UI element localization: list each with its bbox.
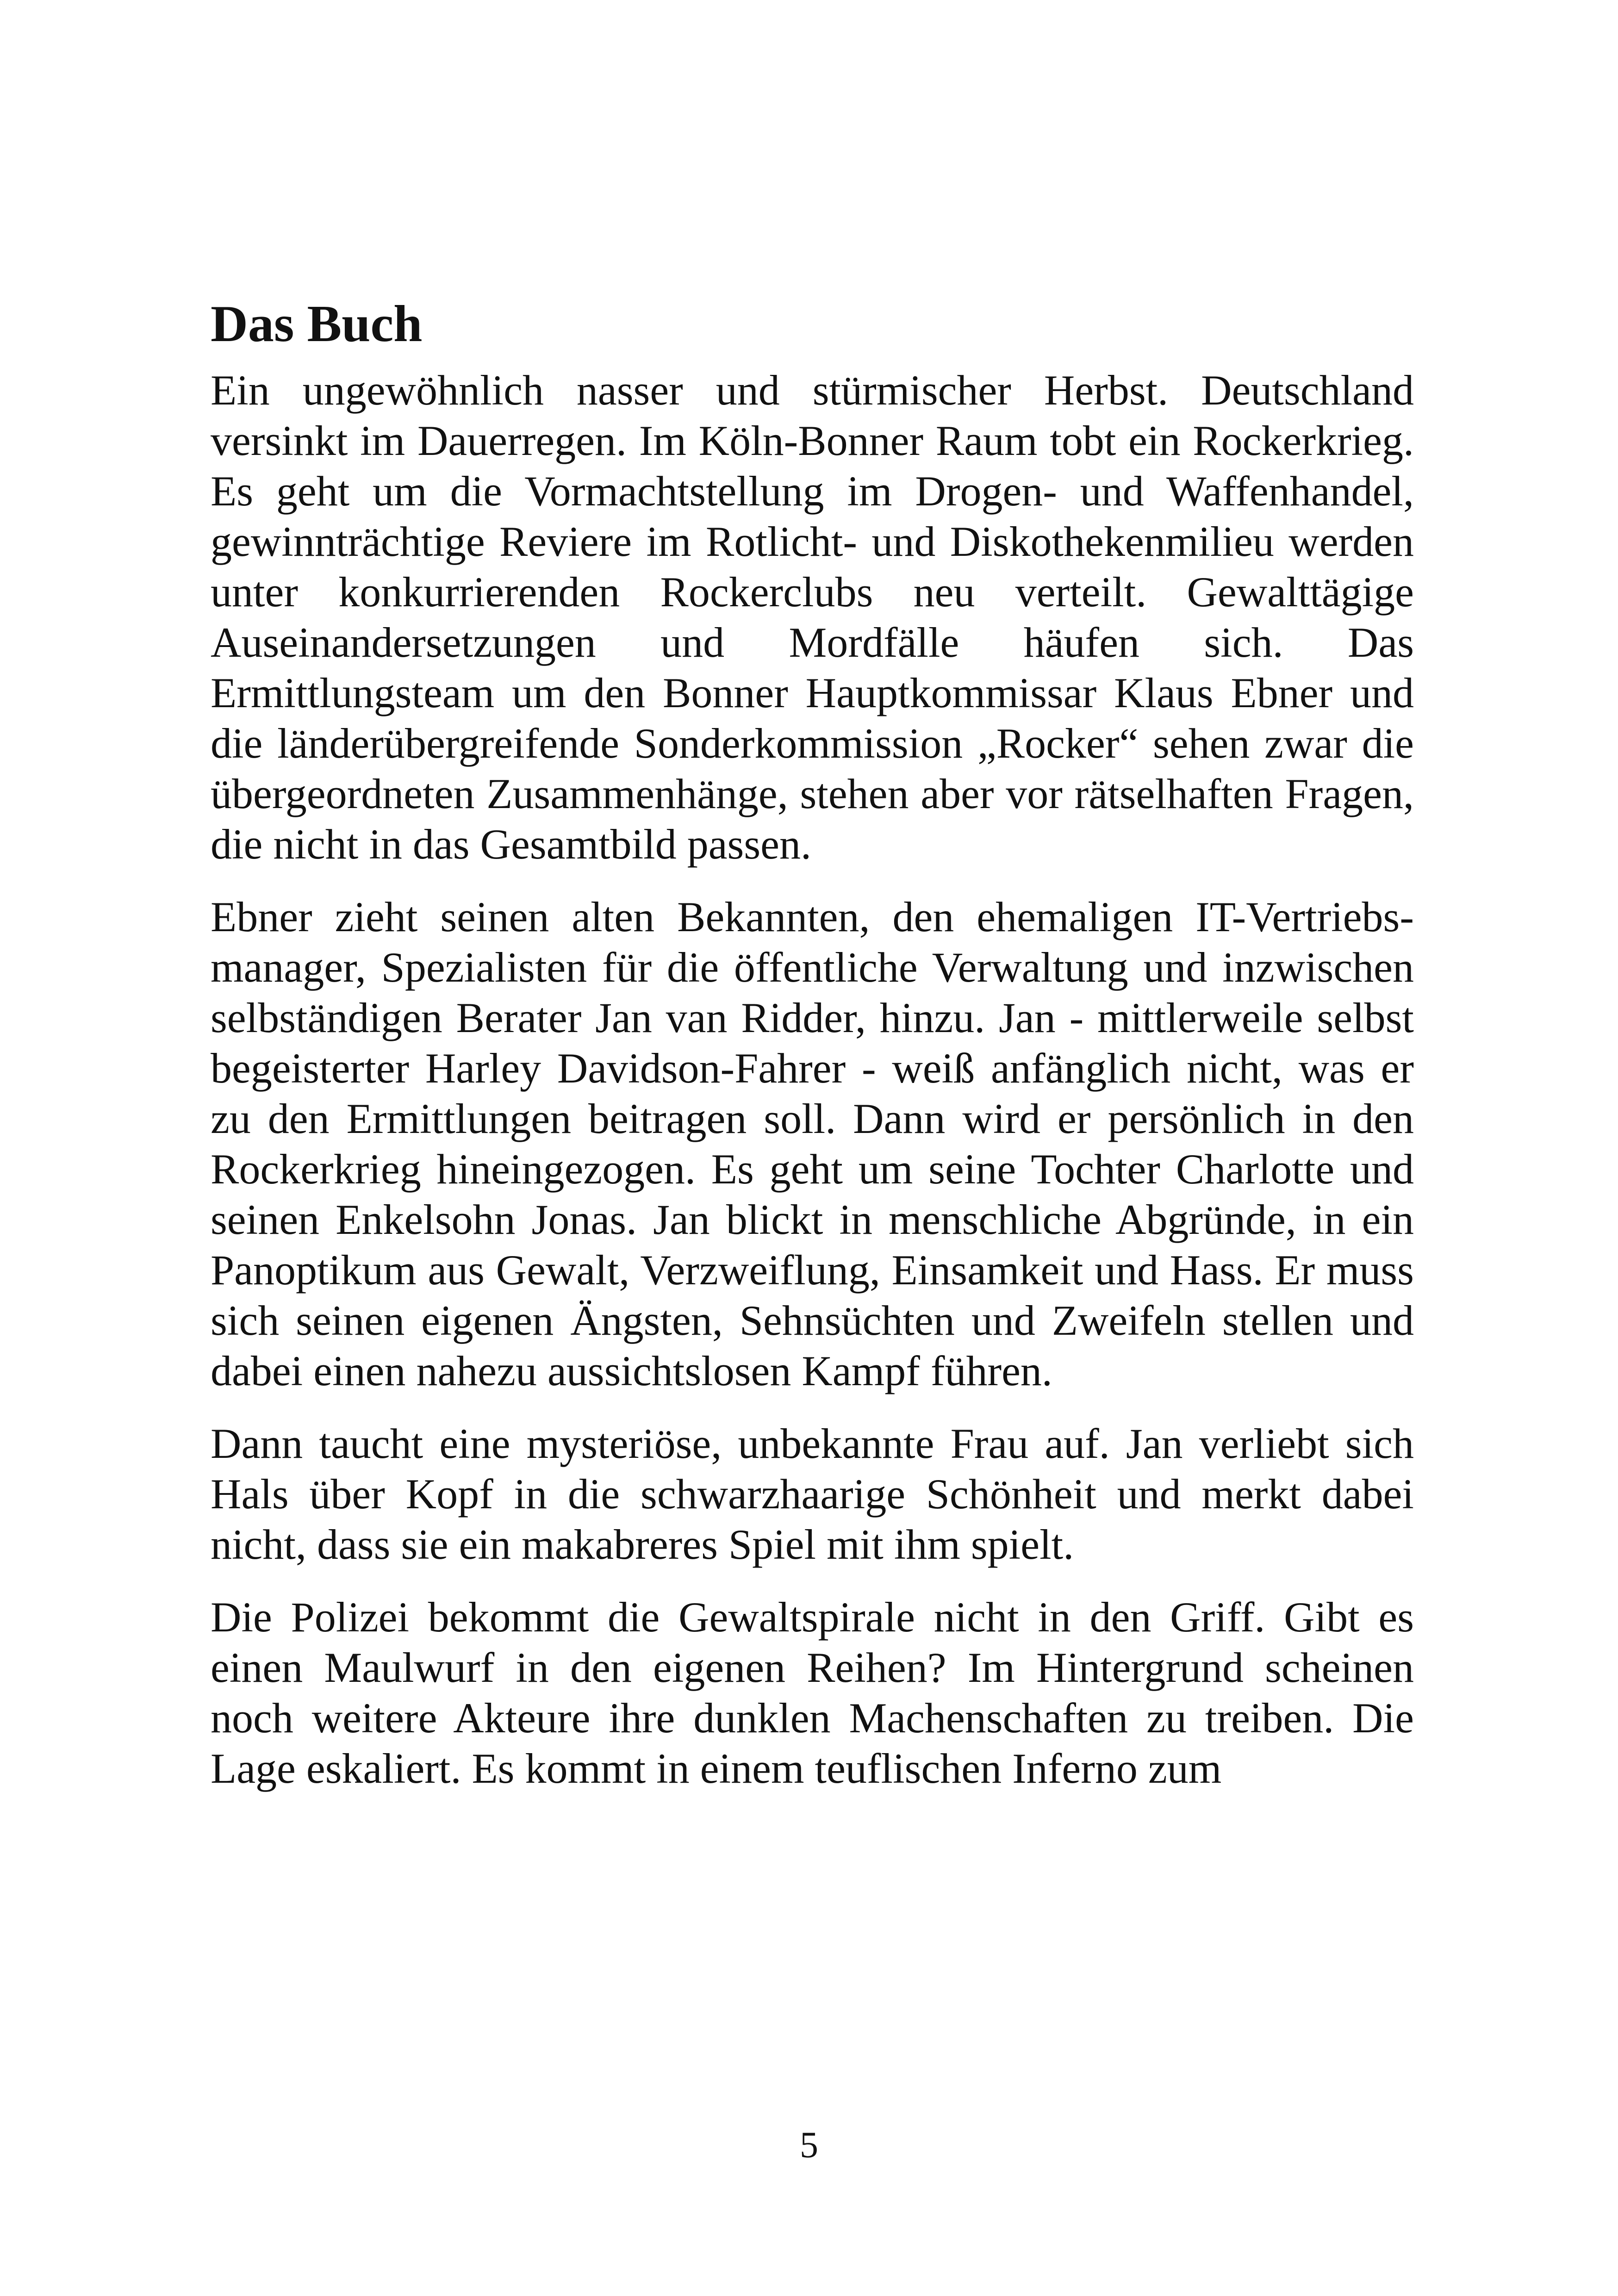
paragraph-4: Die Polizei bekommt die Gewaltspirale nicht in den Griff. Gibt es einen Maulwurf in den eigenen Reihen? Im Hintergrund scheinen noch weitere Akteure ihre dunklen Machenschaften zu treiben. Die Lage eskaliert. Es kommt in einem teuflischen Inferno zum (211, 1593, 1414, 1792)
paragraph-2: Ebner zieht seinen alten Bekannten, den ehemaligen IT-Vertriebsmanager, Spezialisten für die öffentliche Verwaltung und inzwischen selbständigen Berater Jan van Ridder, hinzu. Jan - mittlerweile selbst begeisterter Harley Davidson-Fahrer - weiß anfänglich nicht, was er zu den Ermittlungen beitragen soll. Dann wird er persönlich in den Rockerkrieg hineingezogen. Es geht um seine Tochter Charlotte und seinen Enkelsohn Jonas. Jan blickt in menschliche Abgründe, in ein Panoptikum aus Gewalt, Verzweiflung, Einsamkeit und Hass. Er muss sich seinen eigenen Ängsten, Sehnsüchten und Zweifeln stellen und dabei einen nahezu aussichtslosen Kampf führen. (211, 893, 1414, 1394)
page-heading: Das Buch (211, 295, 423, 353)
text-block (211, 289, 1414, 1794)
paragraph-3: Dann taucht eine mysteriöse, unbekannte Frau auf. Jan verliebt sich Hals über Kopf in die schwarzhaarige Schönheit und merkt dabei nicht, dass sie ein makabreres Spiel mit ihm spielt. (211, 1420, 1414, 1568)
paragraph-1: Ein ungewöhnlich nasser und stürmischer Herbst. Deutschland versinkt im Dauerregen. Im Köln-Bonner Raum tobt ein Rockerkrieg. Es geht um die Vormachtstellung im Drogen- und Waffenhandel, gewinnträchtige Reviere im Rotlicht- und Diskothekenmilieu werden unter konkurrierenden Rockerclubs neu verteilt. Gewalttägige Auseinandersetzungen und Mordfälle häufen sich. Das Ermittlungsteam um den Bonner Hauptkommissar Klaus Ebner und die länderübergreifende Sonderkommission „Rocker“ sehen zwar die übergeordneten Zusammenhänge, stehen aber vor rätselhaften Fragen, die nicht in das Gesamtbild passen. (211, 367, 1414, 868)
page-number: 5 (800, 2125, 818, 2165)
